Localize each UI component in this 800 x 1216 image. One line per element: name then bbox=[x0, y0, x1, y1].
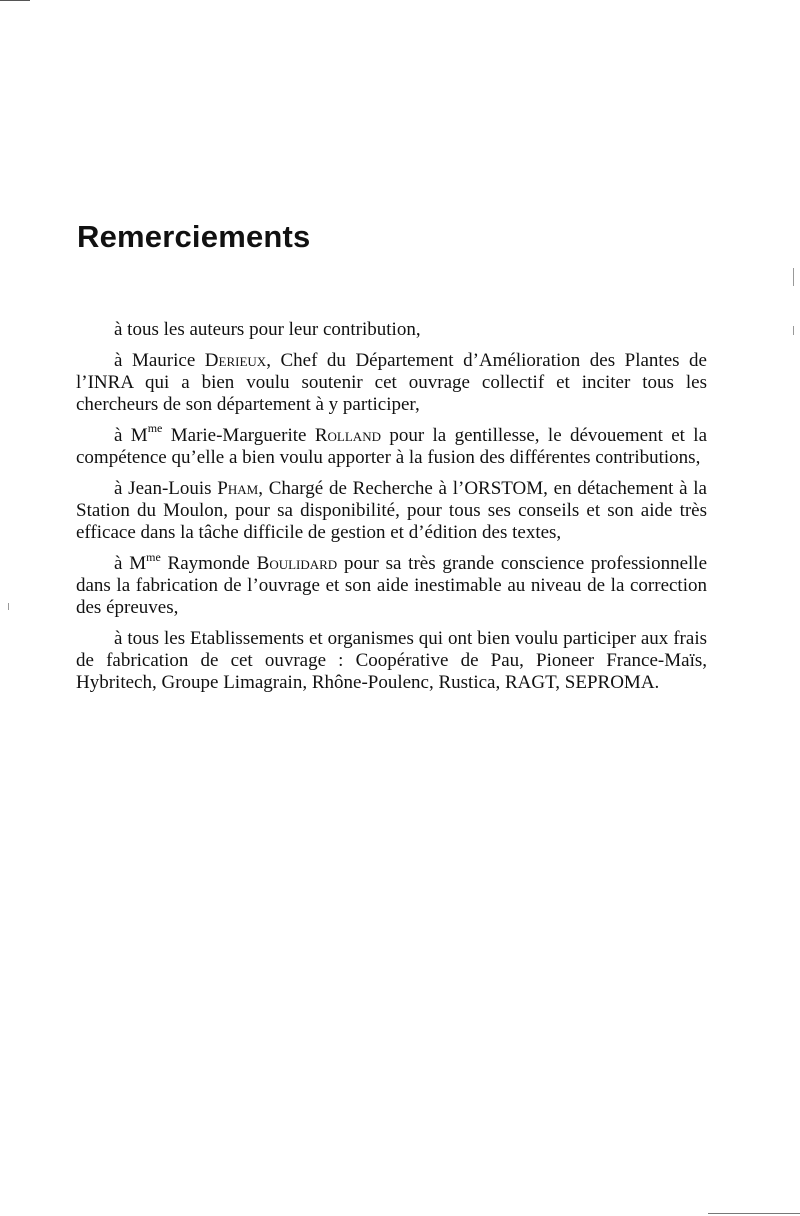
paragraph-text: à Maurice bbox=[114, 349, 205, 371]
page-title: Remerciements bbox=[77, 219, 311, 254]
paragraph-rolland bbox=[76, 421, 708, 469]
person-name: Rolland bbox=[314, 424, 381, 446]
paragraph-text: pour la gentillesse, le dévouement et la compétence qu’elle a bien voulu apporter à la fusion des différentes contributions, bbox=[76, 424, 708, 469]
paragraph-text: à M bbox=[114, 552, 147, 574]
paragraph-text: Raymonde bbox=[160, 552, 257, 574]
paragraph-pham bbox=[76, 478, 707, 545]
person-name: Derieux bbox=[204, 349, 267, 371]
paragraph-text: à tous les auteurs pour leur contribution, bbox=[114, 319, 421, 340]
person-name: Boulidard bbox=[256, 552, 338, 574]
paragraph-derieux bbox=[76, 350, 707, 417]
paragraph-text: à Jean-Louis bbox=[114, 477, 218, 499]
paragraph-sponsors bbox=[76, 628, 707, 695]
paragraph-boulidard bbox=[76, 549, 708, 620]
paragraph-text: à tous les Etablissements et organismes qui ont bien voulu participer aux frais de fabrication de cet ouvrage : Coopérative de Pau, Pioneer France-Maïs, Hybritech, Groupe Limagrain, Rhône-Poulenc, Rustica, RAGT, SEPROMA. bbox=[76, 627, 707, 694]
person-name: Pham bbox=[217, 477, 259, 499]
right-edge-mark bbox=[793, 268, 794, 286]
paragraph-authors bbox=[76, 319, 707, 341]
paragraph-text: Marie-Marguerite bbox=[162, 424, 315, 446]
paragraph-text: , Chef du Département d’Amélioration des Plantes de l’INRA qui a bien voulu soutenir cet ouvrage collectif et inciter tous les chercheurs de son département à y participer, bbox=[76, 349, 707, 416]
left-edge-mark bbox=[8, 603, 9, 610]
top-edge-rule bbox=[0, 0, 30, 1]
paragraph-text: , Chargé de Recherche à l’ORSTOM, en détachement à la Station du Moulon, pour sa disponibilité, pour tous ses conseils et son aide très efficace dans la tâche difficile de gestion et d’édition des textes, bbox=[76, 477, 707, 544]
right-edge-mark bbox=[793, 326, 794, 335]
title-superscript: me bbox=[146, 549, 161, 564]
bottom-edge-rule bbox=[708, 1213, 800, 1214]
paragraph-text: à M bbox=[114, 424, 148, 446]
paragraph-text: pour sa très grande conscience professionnelle dans la fabrication de l’ouvrage et son aide inestimable au niveau de la correction des épreuves, bbox=[76, 552, 708, 619]
title-superscript: me bbox=[147, 421, 163, 436]
acknowledgements-body bbox=[76, 319, 707, 703]
